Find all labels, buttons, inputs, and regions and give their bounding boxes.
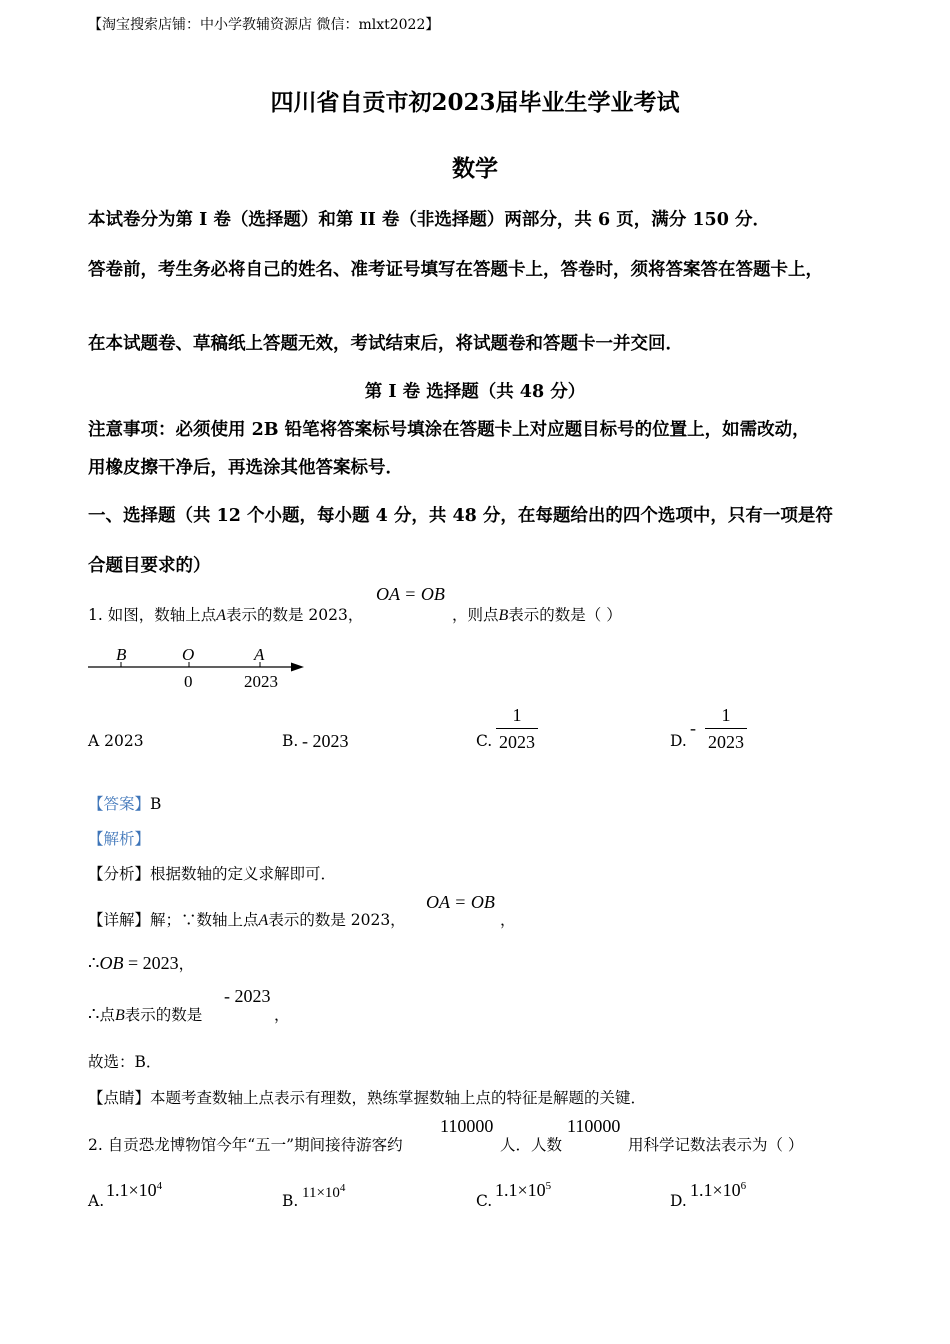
q2-stem-end: 用科学记数法表示为（ ） <box>628 1136 804 1154</box>
q1-step-2-value: - 2023 <box>224 986 271 1006</box>
tick-zero-label: 0 <box>184 672 193 691</box>
q1-analysis-intro: 【分析】根据数轴的定义求解即可． <box>88 865 337 883</box>
q1-stem-end: ，则点B表示的数是（ ） <box>452 606 622 624</box>
q1-option-c-fraction: 1 2023 <box>496 704 538 753</box>
point-o-label: O <box>182 645 195 664</box>
q2-option-a-label: A. <box>88 1192 105 1210</box>
q2-stem: 2. 自贡恐龙博物馆今年“五一”期间接待游客约 <box>88 1136 403 1154</box>
q2-option-c-label: C. <box>476 1192 493 1210</box>
q1-option-b-value: - 2023 <box>302 731 349 751</box>
exam-title: 四川省自贡市初2023届毕业生学业考试 <box>270 89 680 116</box>
q1-step-1: ∴OB = 2023， <box>88 953 195 973</box>
q1-stem: 1. 如图，数轴上点A表示的数是 2023， <box>88 606 364 624</box>
part-title-line-2: 合题目要求的） <box>88 556 211 576</box>
point-a-label: A <box>254 645 265 664</box>
q1-condition: OA = OB <box>376 584 445 604</box>
q2-stem-mid: 人．人数 <box>500 1136 563 1154</box>
intro-line-3: 在本试题卷、草稿纸上答题无效，考试结束后，将试题卷和答题卡一并交回． <box>88 334 683 354</box>
q1-step-2-end: ， <box>274 1006 290 1024</box>
intro-line-1: 本试卷分为第 I 卷（选择题）和第 II 卷（非选择题）两部分，共 6 页，满分 150 分． <box>88 210 771 230</box>
q2-number-2: 110000 <box>567 1116 621 1136</box>
q1-option-d-fraction: 1 2023 <box>705 704 747 753</box>
number-line-arrow <box>291 663 304 672</box>
q1-option-d-sign: - <box>690 718 696 738</box>
q2-option-b-label: B. <box>282 1192 299 1210</box>
intro-line-2: 答卷前，考生务必将自己的姓名、准考证号填写在答题卡上，答卷时，须将答案答在答题卡上， <box>88 260 823 280</box>
exam-subject: 数学 <box>452 155 498 182</box>
q2-option-c-value: $1.1\times 10^5$ <box>495 1180 552 1200</box>
q1-choose: 故选：B． <box>88 1053 162 1071</box>
q2-option-b-value: $11\times 10^4$ <box>302 1182 346 1201</box>
header-note: 【淘宝搜索店铺：中小学教辅资源店 微信：mlxt2022】 <box>88 17 440 33</box>
tick-2023-label: 2023 <box>244 672 278 691</box>
q2-option-d-value: $1.1\times 10^6$ <box>690 1180 747 1200</box>
q1-comment: 【点睛】本题考查数轴上点表示有理数，熟练掌握数轴上点的特征是解题的关键． <box>88 1089 647 1107</box>
q2-option-d-label: D. <box>670 1192 687 1210</box>
q2-number-1: 110000 <box>440 1116 494 1136</box>
point-b-label: B <box>116 645 127 664</box>
q2-option-a-value: $1.1\times 10^4$ <box>106 1180 163 1200</box>
q1-option-c-label: C. <box>476 732 493 750</box>
q1-detail-comma: ， <box>500 911 516 929</box>
q1-option-d-label: D. <box>670 732 687 750</box>
q1-option-a: A 2023 <box>88 732 144 750</box>
q1-detail: 【详解】解；∵数轴上点A表示的数是 2023， <box>88 911 406 929</box>
notice-line-1: 注意事项：必须使用 2B 铅笔将答案标号填涂在答题卡上对应题目标号的位置上，如需改动， <box>88 420 810 440</box>
q1-option-b-label: B. <box>282 732 299 750</box>
q1-answer: 【答案】B <box>88 795 162 813</box>
section-heading: 第 I 卷 选择题（共 48 分） <box>364 382 586 402</box>
q1-step-2: ∴点B表示的数是 <box>88 1004 203 1024</box>
notice-line-2: 用橡皮擦干净后，再选涂其他答案标号． <box>88 458 403 478</box>
q1-analysis-tag: 【解析】 <box>88 830 151 848</box>
part-title-line-1: 一、选择题（共 12 个小题，每小题 4 分，共 48 分，在每题给出的四个选项中，只有一项是符 <box>88 506 833 526</box>
q1-detail-condition: OA = OB <box>426 892 495 912</box>
